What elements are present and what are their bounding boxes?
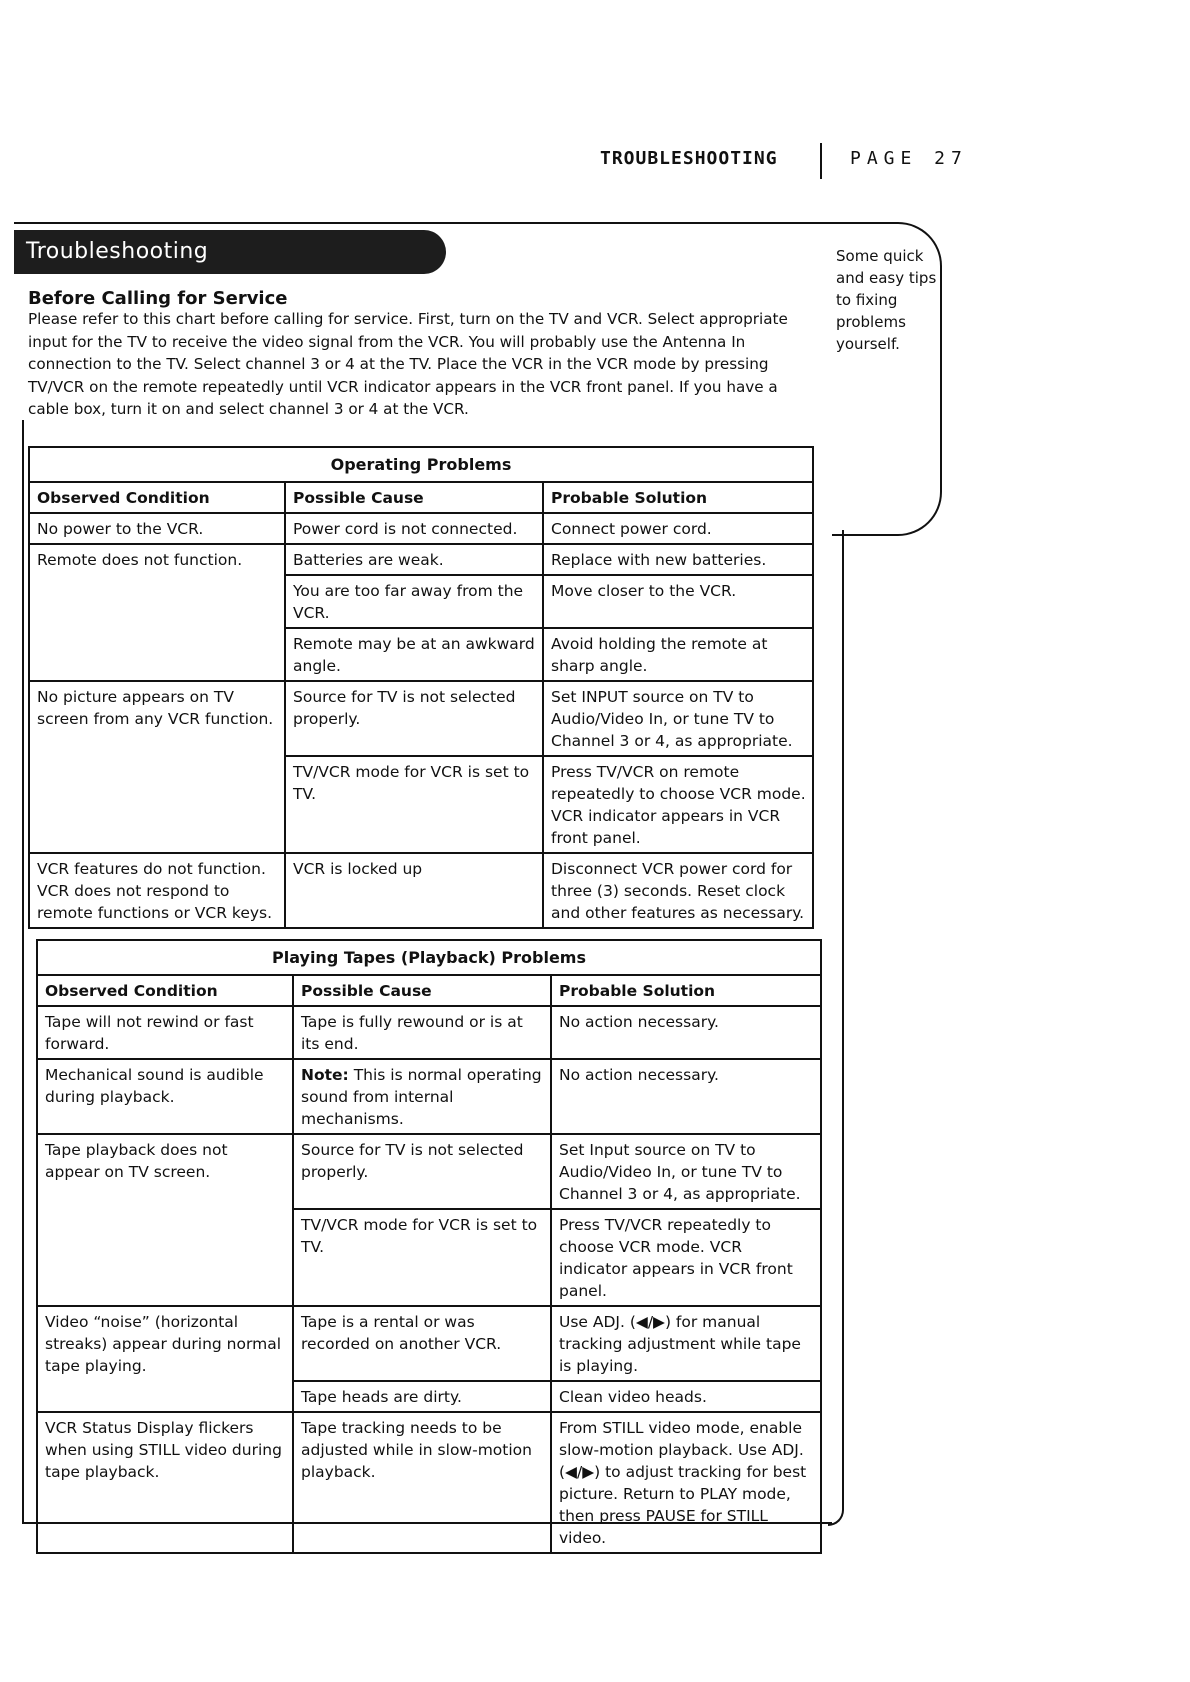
solution-cell: Use ADJ. (◀/▶) for manual tracking adjustment while tape is playing. — [551, 1306, 821, 1381]
frame-right-border — [828, 530, 844, 1526]
table-row — [37, 1006, 821, 1059]
col-header-solution: Probable Solution — [543, 482, 813, 513]
cause-cell: Tape heads are dirty. — [293, 1381, 551, 1412]
cause-cell: Tape is fully rewound or is at its end. — [293, 1006, 551, 1059]
playback-table-title: Playing Tapes (Playback) Problems — [36, 939, 822, 974]
solution-cell: Replace with new batteries. — [543, 544, 813, 575]
solution-cell: Avoid holding the remote at sharp angle. — [543, 628, 813, 681]
solution-cell: Clean video heads. — [551, 1381, 821, 1412]
solution-cell: No action necessary. — [551, 1006, 821, 1059]
cause-text: This is normal operating sound from internal mechanisms. — [301, 1066, 542, 1128]
cause-cell: Remote may be at an awkward angle. — [285, 628, 543, 681]
cause-cell: Tape tracking needs to be adjusted while in slow-motion playback. — [293, 1412, 551, 1553]
cause-cell: Power cord is not connected. — [285, 513, 543, 544]
note-label: Note: — [301, 1066, 349, 1084]
col-header-solution: Probable Solution — [551, 975, 821, 1006]
cause-cell: Source for TV is not selected properly. — [293, 1134, 551, 1209]
table-row — [29, 681, 813, 756]
condition-cell: No picture appears on TV screen from any VCR function. — [29, 681, 285, 853]
solution-cell: No action necessary. — [551, 1059, 821, 1134]
section-banner: Troubleshooting — [14, 230, 446, 274]
table-row — [37, 1412, 821, 1553]
section-header: TROUBLESHOOTING — [600, 148, 778, 169]
cause-cell: Batteries are weak. — [285, 544, 543, 575]
table-row — [29, 544, 813, 575]
cause-cell: Source for TV is not selected properly. — [285, 681, 543, 756]
solution-cell: Press TV/VCR on remote repeatedly to choose VCR mode. VCR indicator appears in VCR front panel. — [543, 756, 813, 853]
col-header-condition: Observed Condition — [37, 975, 293, 1006]
cause-cell: You are too far away from the VCR. — [285, 575, 543, 628]
solution-cell: Disconnect VCR power cord for three (3) seconds. Reset clock and other features as necessary. — [543, 853, 813, 928]
cause-cell: TV/VCR mode for VCR is set to TV. — [293, 1209, 551, 1306]
solution-cell: Set Input source on TV to Audio/Video In, or tune TV to Channel 3 or 4, as appropriate. — [551, 1134, 821, 1209]
condition-cell: No power to the VCR. — [29, 513, 285, 544]
table-row — [37, 1134, 821, 1209]
intro-text: Please refer to this chart before calling for service. First, turn on the TV and VCR. Select appropriate input for the TV to receive the video signal from the VCR. You will probably use the Antenna In connection to the TV. Select channel 3 or 4 at the TV. Place the VCR in the VCR mode by pressing TV/VCR on the remote repeatedly until VCR indicator appears in the VCR front panel. If you have a cable box, turn it on and select channel 3 or 4 at the VCR. — [28, 310, 788, 418]
table-row — [37, 1059, 821, 1134]
condition-cell: VCR features do not function. VCR does not respond to remote functions or VCR keys. — [29, 853, 285, 928]
frame-left-border — [22, 420, 24, 1522]
condition-cell: Tape playback does not appear on TV screen. — [37, 1134, 293, 1306]
condition-cell: Remote does not function. — [29, 544, 285, 681]
condition-cell: Video “noise” (horizontal streaks) appear during normal tape playing. — [37, 1306, 293, 1412]
cause-cell: TV/VCR mode for VCR is set to TV. — [285, 756, 543, 853]
col-header-cause: Possible Cause — [293, 975, 551, 1006]
page-number: PAGE 27 — [850, 148, 968, 169]
playback-problems-table — [36, 939, 822, 1554]
table-row — [29, 513, 813, 544]
condition-cell: Mechanical sound is audible during playback. — [37, 1059, 293, 1134]
operating-table-title: Operating Problems — [28, 446, 814, 481]
operating-problems-table — [28, 446, 814, 929]
table-row — [37, 1306, 821, 1381]
col-header-condition: Observed Condition — [29, 482, 285, 513]
cause-cell: VCR is locked up — [285, 853, 543, 928]
solution-cell: Press TV/VCR repeatedly to choose VCR mode. VCR indicator appears in VCR front panel. — [551, 1209, 821, 1306]
condition-cell: VCR Status Display flickers when using STILL video during tape playback. — [37, 1412, 293, 1553]
cause-cell: Tape is a rental or was recorded on another VCR. — [293, 1306, 551, 1381]
solution-cell: Move closer to the VCR. — [543, 575, 813, 628]
solution-cell: Connect power cord. — [543, 513, 813, 544]
header-divider — [820, 143, 822, 179]
col-header-cause: Possible Cause — [285, 482, 543, 513]
side-note: Some quick and easy tips to fixing problems yourself. — [836, 247, 937, 353]
cause-cell — [293, 1059, 551, 1134]
table-row — [29, 853, 813, 928]
intro-title: Before Calling for Service — [28, 288, 288, 309]
condition-cell: Tape will not rewind or fast forward. — [37, 1006, 293, 1059]
solution-cell: From STILL video mode, enable slow-motion playback. Use ADJ. (◀/▶) to adjust tracking for best picture. Return to PLAY mode, then press PAUSE for STILL video. — [551, 1412, 821, 1553]
solution-cell: Set INPUT source on TV to Audio/Video In, or tune TV to Channel 3 or 4, as appropriate. — [543, 681, 813, 756]
